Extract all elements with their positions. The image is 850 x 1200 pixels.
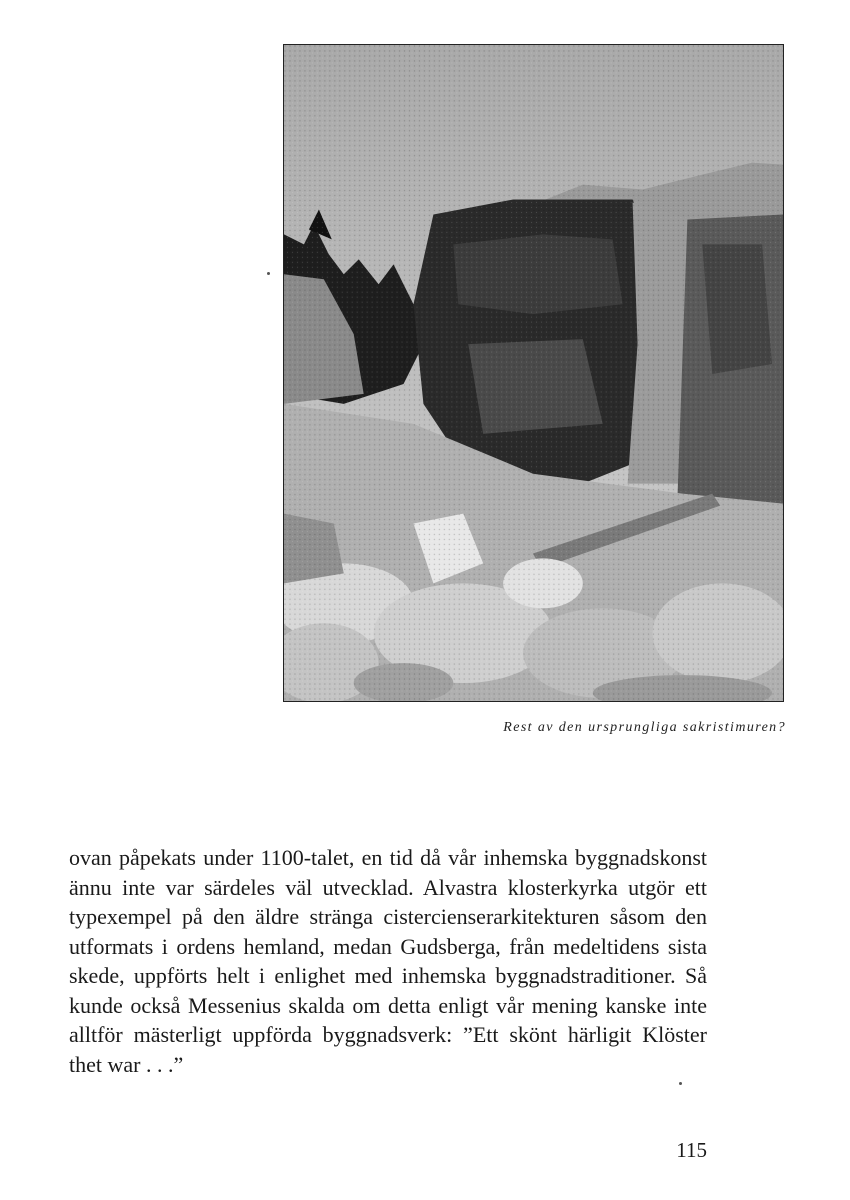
ruin-photo	[283, 44, 784, 702]
print-speck	[679, 1082, 682, 1085]
page-number: 115	[676, 1138, 707, 1162]
figure-caption: Rest av den ursprungliga sakristimuren?	[503, 720, 786, 735]
print-speck	[267, 272, 270, 275]
ruin-photo-icon	[284, 45, 783, 701]
body-paragraph: ovan påpekats under 1100-talet, en tid då vår inhemska byggnadskonst ännu inte var särdeles väl utvecklad. Alvastra klosterkyrka utgör ett typexempel på den äldre stränga cistercienserarkitekturen såsom den utformats i ordens hemland, medan Gudsberga, från medeltidens sista skede, uppförts helt i enlighet med inhemska byggnadstraditioner. Så kunde också Messenius skalda om detta enligt vår mening kanske inte alltför mästerligt uppförda byggnadsverk: ”Ett skönt härligit Klöster thet war . . .”	[69, 845, 707, 1077]
